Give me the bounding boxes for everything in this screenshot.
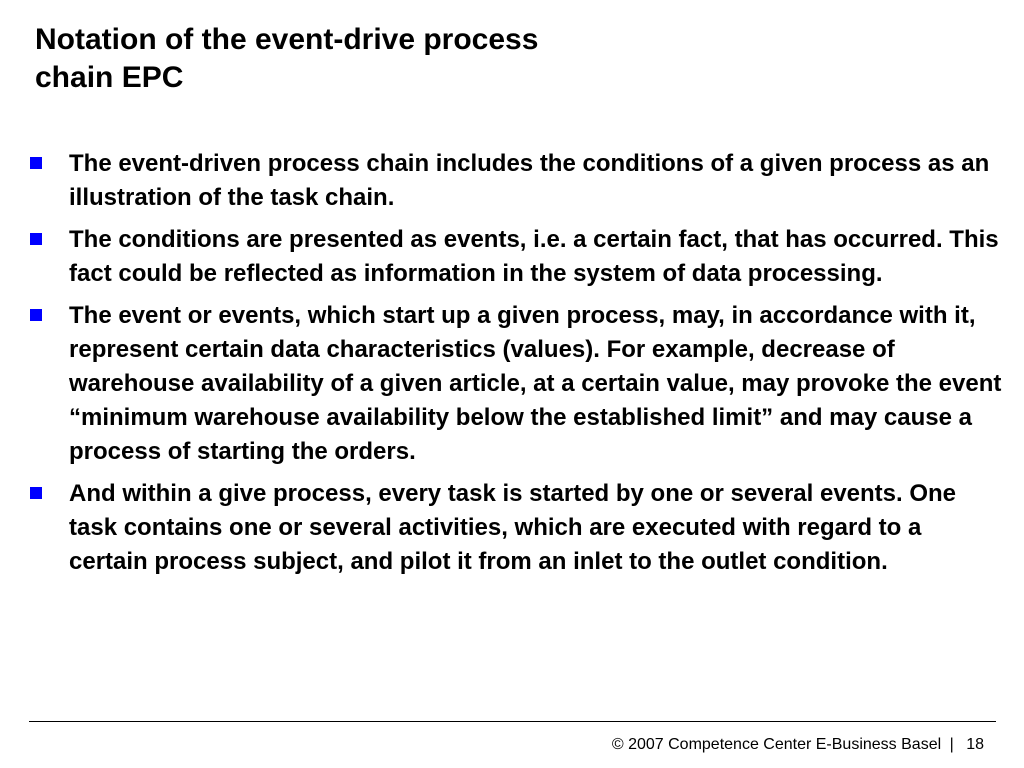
footer-copyright: © 2007 Competence Center E-Business Basel	[611, 736, 942, 753]
page-number: 18	[966, 736, 984, 753]
square-bullet-icon	[30, 309, 42, 321]
square-bullet-icon	[30, 487, 42, 499]
bullet-text: And within a give process, every task is started by one or several events. One task contains one or several activities, which are executed with regard to a certain process subject, and pilot it from an inlet to the outlet condition.	[69, 480, 957, 575]
slide-title	[35, 21, 735, 97]
bullet-text: The conditions are presented as events, i.e. a certain fact, that has occurred. This fact could be reflected as information in the system of data processing.	[69, 226, 999, 287]
footer	[612, 735, 984, 755]
slide-title-line: chain EPC	[35, 61, 184, 94]
slide-title-line: Notation of the event-drive process	[35, 23, 539, 56]
bullet-item	[27, 223, 1002, 291]
bullet-text: The event or events, which start up a given process, may, in accordance with it, represent certain data characteristics (values). For example, decrease of warehouse availability of a given article, at a certain value, may provoke the event “minimum warehouse availability below the established limit” and may cause a process of starting the orders.	[69, 302, 1002, 465]
bullet-item	[27, 147, 1002, 215]
square-bullet-icon	[30, 157, 42, 169]
bullet-list	[27, 147, 1002, 587]
square-bullet-icon	[30, 233, 42, 245]
footer-divider	[29, 721, 996, 722]
bullet-item	[27, 477, 1002, 579]
bullet-text: The event-driven process chain includes the conditions of a given process as an illustration of the task chain.	[69, 150, 990, 211]
bullet-item	[27, 299, 1002, 469]
footer-separator: |	[949, 736, 954, 753]
